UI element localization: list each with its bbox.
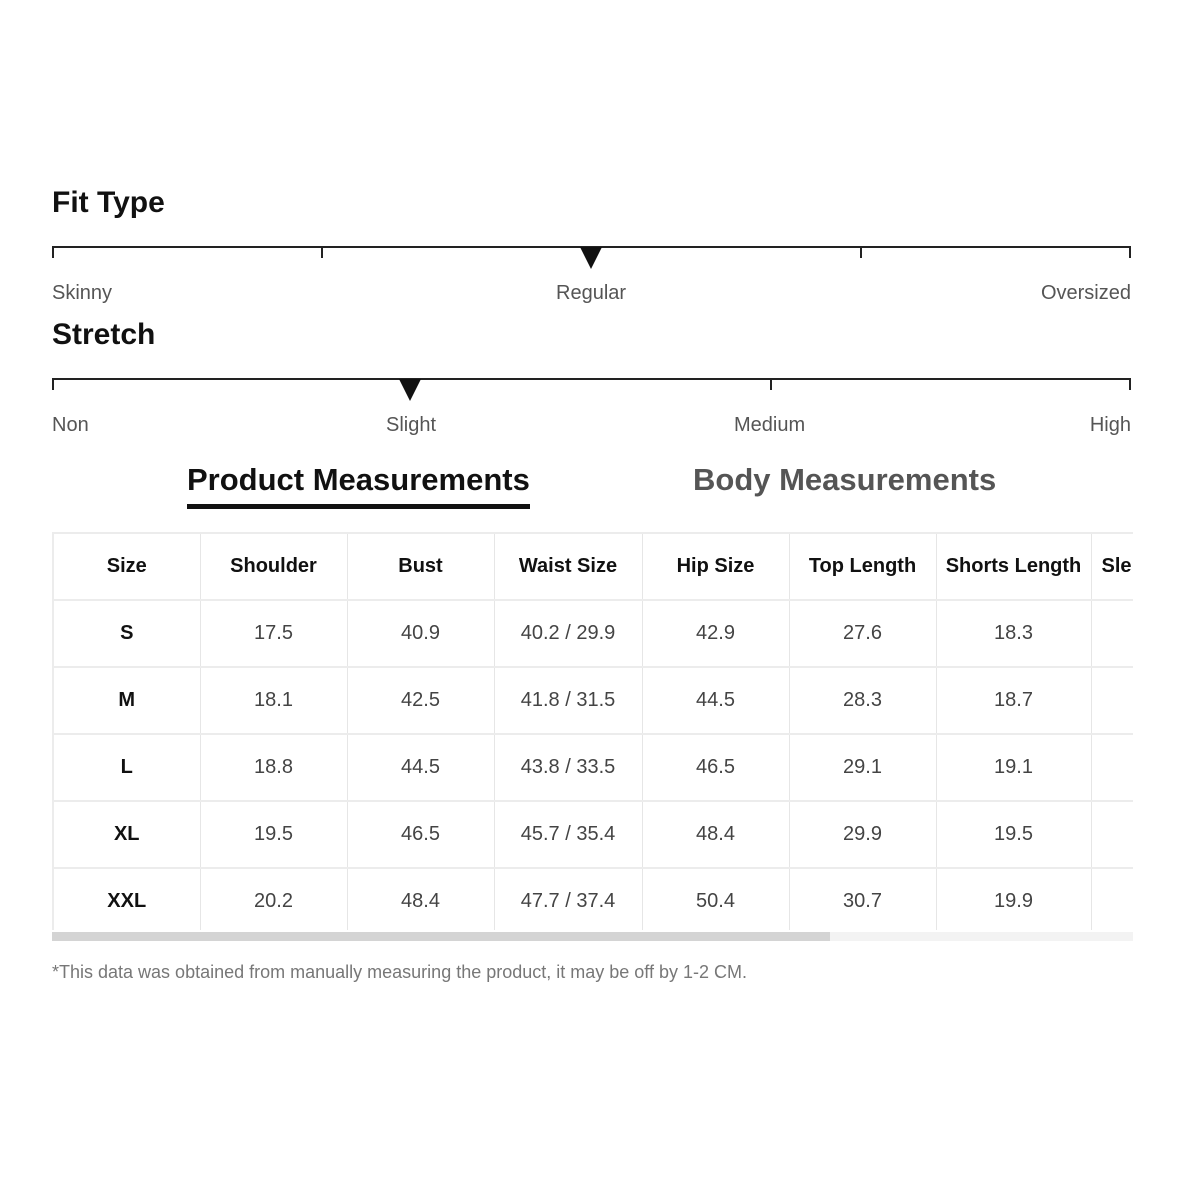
table-cell: 41.8 / 31.5 bbox=[494, 667, 642, 734]
table-cell: 29.9 bbox=[789, 801, 936, 868]
column-header: Shoulder bbox=[200, 533, 347, 600]
tab-body-measurements[interactable] bbox=[693, 462, 996, 498]
tab-product-measurements-label: Product Measurements bbox=[187, 462, 530, 497]
stretch-label-non: Non bbox=[52, 414, 89, 436]
stretch-label-high: High bbox=[1089, 414, 1131, 436]
stretch-label-medium: Medium bbox=[734, 414, 806, 436]
column-header: Size bbox=[53, 533, 200, 600]
table-cell bbox=[1091, 667, 1133, 734]
fit-type-tick bbox=[52, 246, 54, 258]
fit-type-label-oversized: Oversized bbox=[1040, 282, 1131, 304]
fit-type-tick bbox=[860, 246, 862, 258]
table-cell: 18.7 bbox=[936, 667, 1091, 734]
table-cell: 28.3 bbox=[789, 667, 936, 734]
fit-type-label-skinny: Skinny bbox=[52, 282, 113, 304]
measurements-table-scroll-area[interactable] bbox=[52, 532, 1133, 930]
column-header: Waist Size bbox=[494, 533, 642, 600]
size-cell: M bbox=[53, 667, 200, 734]
column-header: Bust bbox=[347, 533, 494, 600]
fit-type-label-regular: Regular bbox=[556, 282, 627, 304]
measurements-table bbox=[52, 532, 1133, 930]
table-cell bbox=[1091, 734, 1133, 801]
table-row bbox=[53, 868, 1133, 930]
table-cell: 45.7 / 35.4 bbox=[494, 801, 642, 868]
table-cell: 30.7 bbox=[789, 868, 936, 930]
stretch-title: Stretch bbox=[52, 318, 156, 351]
table-cell: 18.8 bbox=[200, 734, 347, 801]
stretch-marker-icon bbox=[399, 379, 421, 401]
stretch-tick bbox=[52, 378, 54, 390]
table-cell: 46.5 bbox=[642, 734, 789, 801]
table-row bbox=[53, 734, 1133, 801]
column-header: Shorts Length bbox=[936, 533, 1091, 600]
scrollbar-thumb[interactable] bbox=[52, 932, 830, 941]
table-cell bbox=[1091, 600, 1133, 667]
table-cell: 19.1 bbox=[936, 734, 1091, 801]
size-cell: L bbox=[53, 734, 200, 801]
table-row bbox=[53, 600, 1133, 667]
size-cell: XL bbox=[53, 801, 200, 868]
table-cell: 27.6 bbox=[789, 600, 936, 667]
table-cell bbox=[1091, 868, 1133, 930]
horizontal-scrollbar[interactable] bbox=[52, 932, 1133, 941]
fit-type-tick bbox=[1129, 246, 1131, 258]
active-tab-underline bbox=[187, 504, 530, 509]
fit-type-marker-icon bbox=[580, 247, 602, 269]
table-cell: 20.2 bbox=[200, 868, 347, 930]
table-cell: 44.5 bbox=[642, 667, 789, 734]
table-cell: 50.4 bbox=[642, 868, 789, 930]
table-cell: 40.2 / 29.9 bbox=[494, 600, 642, 667]
table-cell: 18.3 bbox=[936, 600, 1091, 667]
stretch-scale bbox=[52, 372, 1131, 442]
stretch-track bbox=[52, 378, 1131, 380]
table-cell: 42.5 bbox=[347, 667, 494, 734]
table-cell: 19.9 bbox=[936, 868, 1091, 930]
tab-product-measurements[interactable] bbox=[187, 462, 530, 498]
stretch-label-slight: Slight bbox=[386, 414, 437, 436]
table-cell: 18.1 bbox=[200, 667, 347, 734]
column-header: Hip Size bbox=[642, 533, 789, 600]
tab-body-measurements-label: Body Measurements bbox=[693, 462, 997, 497]
column-header: Top Length bbox=[789, 533, 936, 600]
stretch-tick bbox=[770, 378, 772, 390]
stretch-tick bbox=[1129, 378, 1131, 390]
table-cell: 43.8 / 33.5 bbox=[494, 734, 642, 801]
size-cell: S bbox=[53, 600, 200, 667]
fit-type-title: Fit Type bbox=[52, 186, 165, 219]
table-cell: 48.4 bbox=[642, 801, 789, 868]
table-row bbox=[53, 801, 1133, 868]
table-cell: 46.5 bbox=[347, 801, 494, 868]
table-cell: 48.4 bbox=[347, 868, 494, 930]
table-cell: 42.9 bbox=[642, 600, 789, 667]
table-header-row bbox=[53, 533, 1133, 600]
table-cell: 47.7 / 37.4 bbox=[494, 868, 642, 930]
fit-type-tick bbox=[321, 246, 323, 258]
table-cell: 19.5 bbox=[936, 801, 1091, 868]
table-row bbox=[53, 667, 1133, 734]
table-cell: 29.1 bbox=[789, 734, 936, 801]
column-header: Sle bbox=[1091, 533, 1133, 600]
table-cell: 44.5 bbox=[347, 734, 494, 801]
measurement-disclaimer: *This data was obtained from manually measuring the product, it may be off by 1-2 CM. bbox=[52, 962, 748, 982]
table-cell: 19.5 bbox=[200, 801, 347, 868]
table-cell: 40.9 bbox=[347, 600, 494, 667]
fit-type-scale bbox=[52, 240, 1131, 310]
table-cell: 17.5 bbox=[200, 600, 347, 667]
size-cell: XXL bbox=[53, 868, 200, 930]
table-cell bbox=[1091, 801, 1133, 868]
